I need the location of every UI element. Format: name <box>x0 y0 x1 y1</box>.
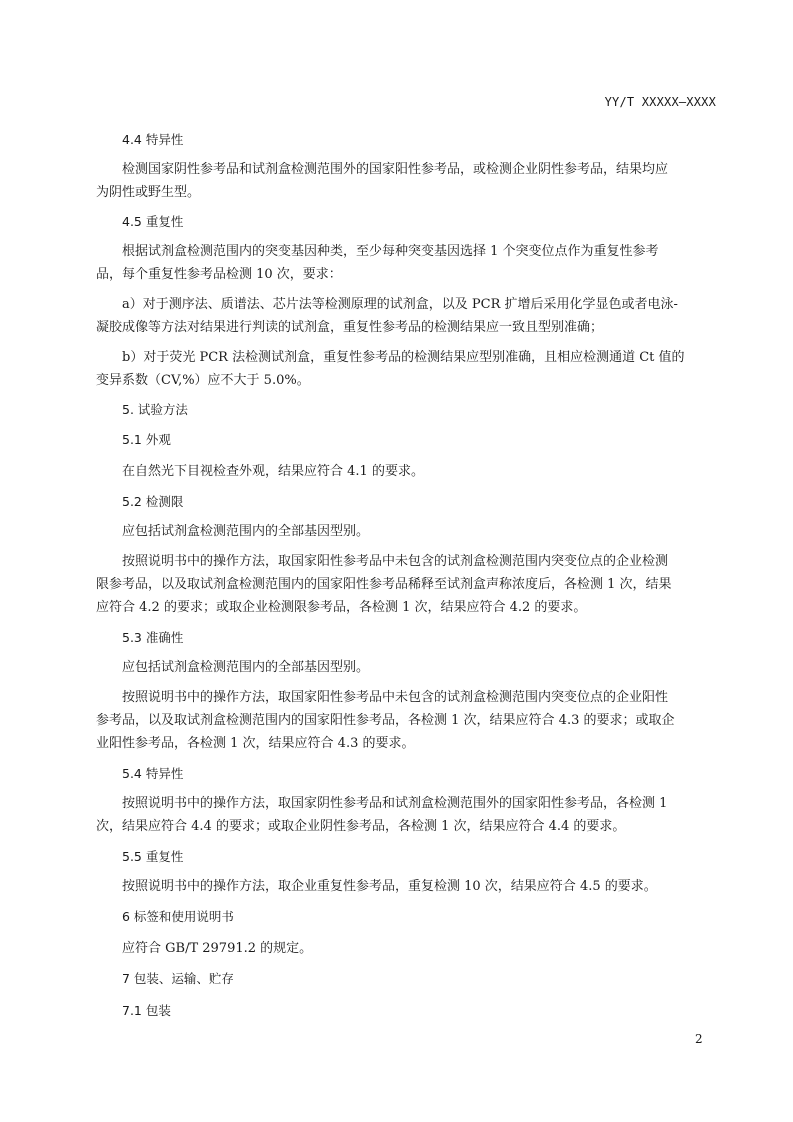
paragraph-line: 业阳性参考品，各检测 1 次，结果应符合 4.3 的要求。 <box>96 736 415 751</box>
paragraph-line: 检测国家阴性参考品和试剂盒检测范围外的国家阳性参考品，或检测企业阴性参考品，结果均应 <box>122 162 669 177</box>
paragraph-line: 应包括试剂盒检测范围内的全部基因型别。 <box>122 660 370 675</box>
section-heading-5: 5. 试验方法 <box>122 402 188 417</box>
section-heading-6: 6 标签和使用说明书 <box>122 909 234 924</box>
paragraph-line: 为阴性或野生型。 <box>96 185 201 200</box>
paragraph-line: 变异系数（CV,%）应不大于 5.0%。 <box>96 373 310 388</box>
paragraph-line: 次，结果应符合 4.4 的要求；或取企业阴性参考品，各检测 1 次，结果应符合 4.4 的要求。 <box>96 819 626 834</box>
section-heading-7: 7 包装、运输、贮存 <box>122 971 234 986</box>
section-heading-5-4: 5.4 特异性 <box>122 766 184 781</box>
paragraph-line: 品，每个重复性参考品检测 10 次，要求： <box>96 267 342 282</box>
section-heading-5-1: 5.1 外观 <box>122 432 171 447</box>
standard-number-header: YY/T XXXXX—XXXX <box>604 95 716 109</box>
list-item-b: b）对于荧光 PCR 法检测试剂盒，重复性参考品的检测结果应型别准确，且相应检测通道 Ct 值的 <box>122 350 685 365</box>
section-heading-4-4: 4.4 特异性 <box>122 132 184 147</box>
paragraph-line: 应包括试剂盒检测范围内的全部基因型别。 <box>122 524 370 539</box>
section-heading-7-1: 7.1 包装 <box>122 1003 171 1018</box>
paragraph-line: 凝胶成像等方法对结果进行判读的试剂盒，重复性参考品的检测结果应一致且型别准确； <box>96 320 604 335</box>
section-heading-4-5: 4.5 重复性 <box>122 214 184 229</box>
section-heading-5-2: 5.2 检测限 <box>122 494 184 509</box>
paragraph-line: 根据试剂盒检测范围内的突变基因种类，至少每种突变基因选择 1 个突变位点作为重复性参考 <box>122 244 659 259</box>
paragraph-line: 按照说明书中的操作方法，取企业重复性参考品，重复检测 10 次，结果应符合 4.5 的要求。 <box>122 879 657 894</box>
paragraph-line: 在自然光下目视检查外观，结果应符合 4.1 的要求。 <box>122 464 424 479</box>
paragraph-line: 应符合 GB/T 29791.2 的规定。 <box>122 941 313 956</box>
paragraph-line: 参考品，以及取试剂盒检测范围内的国家阳性参考品，各检测 1 次，结果应符合 4.3 的要求；或取企 <box>96 713 675 728</box>
paragraph-line: 按照说明书中的操作方法，取国家阴性参考品和试剂盒检测范围外的国家阳性参考品，各检测 1 <box>122 796 668 811</box>
paragraph-line: 应符合 4.2 的要求；或取企业检测限参考品，各检测 1 次，结果应符合 4.2 的要求。 <box>96 600 587 615</box>
paragraph-line: 限参考品，以及取试剂盒检测范围内的国家阳性参考品稀释至试剂盒声称浓度后，各检测 1 次，结果 <box>96 577 672 592</box>
list-item-a: a）对于测序法、质谱法、芯片法等检测原理的试剂盒，以及 PCR 扩增后采用化学显色或者电泳- <box>122 297 678 312</box>
page-number: 2 <box>695 1032 703 1046</box>
section-heading-5-5: 5.5 重复性 <box>122 849 184 864</box>
section-heading-5-3: 5.3 准确性 <box>122 630 184 645</box>
paragraph-line: 按照说明书中的操作方法，取国家阳性参考品中未包含的试剂盒检测范围内突变位点的企业检测 <box>122 554 669 569</box>
paragraph-line: 按照说明书中的操作方法，取国家阳性参考品中未包含的试剂盒检测范围内突变位点的企业阳性 <box>122 690 669 705</box>
